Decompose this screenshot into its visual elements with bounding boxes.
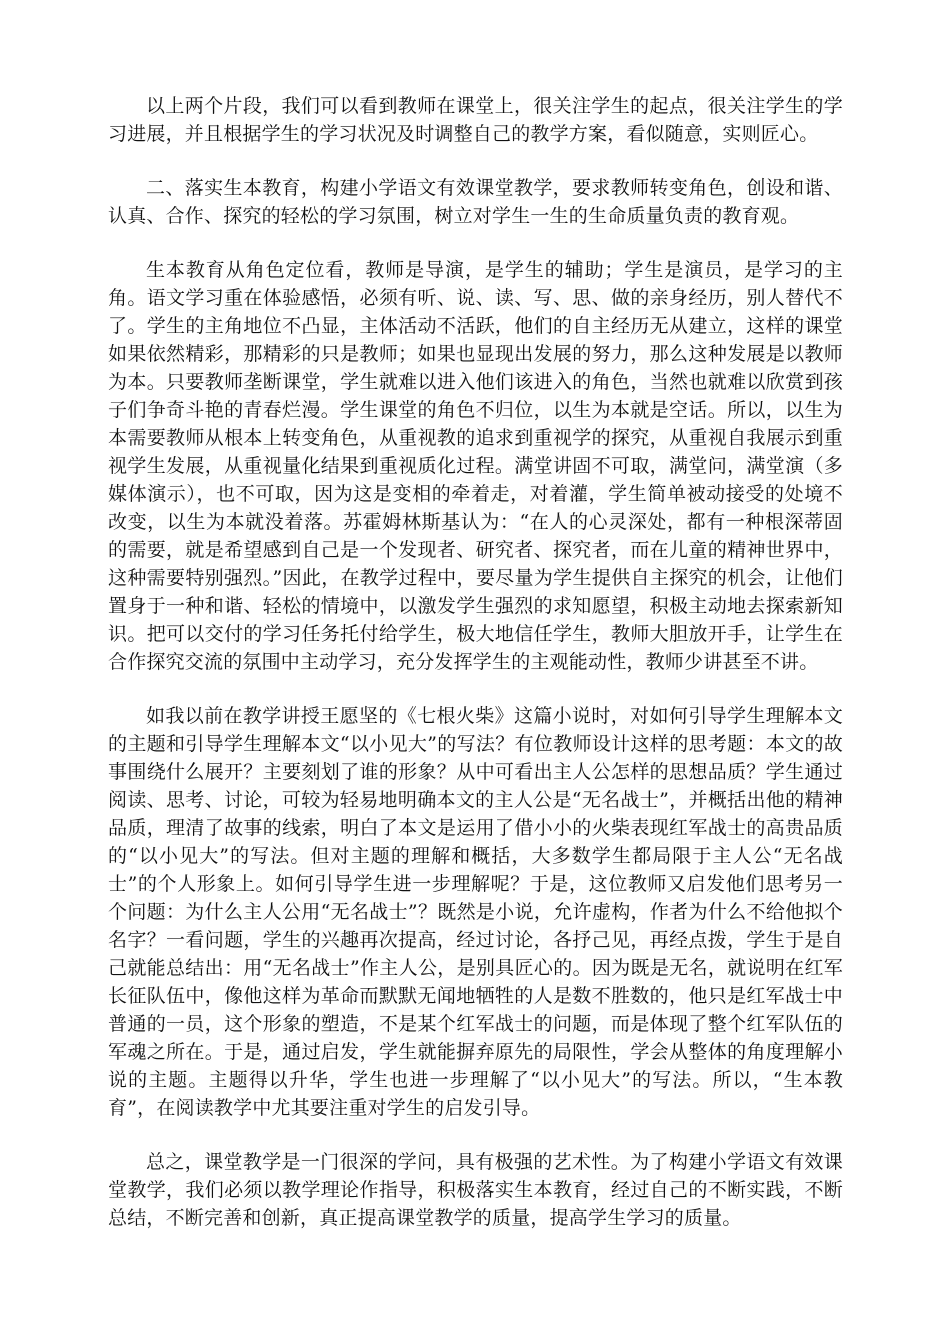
paragraph-conclusion: 总之，课堂教学是一门很深的学问，具有极强的艺术性。为了构建小学语文有效课堂教学，我们必须以教学理论作指导，积极落实生本教育，经过自己的不断实践，不断总结，不断完善和创新，真正提高课堂教学的质量，提高学生学习的质量。 <box>108 1151 843 1229</box>
document-body <box>108 92 843 1232</box>
paragraph-intro-summary: 以上两个片段，我们可以看到教师在课堂上，很关注学生的起点，很关注学生的学习进展，并且根据学生的学习状况及时调整自己的教学方案，看似随意，实则匠心。 <box>108 95 843 145</box>
paragraph-teaching-example: 如我以前在教学讲授王愿坚的《七根火柴》这篇小说时，对如何引导学生理解本文的主题和引导学生理解本文“以小见大”的写法？有位教师设计这样的思考题：本文的故事围绕什么展开？主要刻划了谁的形象？从中可看出主人公怎样的思想品质？学生通过阅读、思考、讨论，可较为轻易地明确本文的主人公是“无名战士”，并概括出他的精神品质，理清了故事的线索，明白了本文是运用了借小小的火柴表现红军战士的高贵品质的“以小见大”的写法。但对主题的理解和概括，大多数学生都局限于主人公“无名战士”的个人形象上。如何引导学生进一步理解呢？于是，这位教师又启发他们思考另一个问题：为什么主人公用“无名战士”？既然是小说，允许虚构，作者为什么不给他拟个名字？一看问题，学生的兴趣再次提高，经过讨论，各抒己见，再经点拨，学生于是自己就能总结出：用“无名战士”作主人公，是别具匠心的。因为既是无名，就说明在红军长征队伍中，像他这样为革命而默默无闻地牺牲的人是数不胜数的，他只是红军战士中普通的一员，这个形象的塑造，不是某个红军战士的问题，而是体现了整个红军队伍的军魂之所在。于是，通过启发，学生就能摒弃原先的局限性，学会从整体的角度理解小说的主题。主题得以升华，学生也进一步理解了“以小见大”的写法。所以，“生本教育”，在阅读教学中尤其要注重对学生的启发引导。 <box>108 705 843 1119</box>
paragraph-role-positioning: 生本教育从角色定位看，教师是导演，是学生的辅助；学生是演员，是学习的主角。语文学习重在体验感悟，必须有听、说、读、写、思、做的亲身经历，别人替代不了。学生的主角地位不凸显，主体活动不活跃，他们的自主经历无从建立，这样的课堂如果依然精彩，那精彩的只是教师；如果也显现出发展的努力，那么这种发展是以教师为本。只要教师垄断课堂，学生就难以进入他们该进入的角色，当然也就难以欣赏到孩子们争奇斗艳的青春烂漫。学生课堂的角色不归位，以生为本就是空话。所以，以生为本需要教师从根本上转变角色，从重视教的追求到重视学的探究，从重视自我展示到重视学生发展，从重视量化结果到重视质化过程。满堂讲固不可取，满堂问，满堂演（多媒体演示），也不可取，因为这是变相的牵着走，对着灌，学生简单被动接受的处境不改变，以生为本就没着落。苏霍姆林斯基认为：“在人的心灵深处，都有一种根深蒂固的需要，就是希望感到自己是一个发现者、研究者、探究者，而在儿童的精神世界中，这种需要特别强烈。”因此，在教学过程中，要尽量为学生提供自主探究的机会，让他们置身于一种和谐、轻松的情境中，以激发学生强烈的求知愿望，积极主动地去探索新知识。把可以交付的学习任务托付给学生，极大地信任学生，教师大胆放开手，让学生在合作探究交流的氛围中主动学习，充分发挥学生的主观能动性，教师少讲甚至不讲。 <box>108 259 843 673</box>
paragraph-section-two-heading: 二、落实生本教育，构建小学语文有效课堂教学，要求教师转变角色，创设和谐、认真、合作、探究的轻松的学习氛围，树立对学生一生的生命质量负责的教育观。 <box>108 177 843 227</box>
